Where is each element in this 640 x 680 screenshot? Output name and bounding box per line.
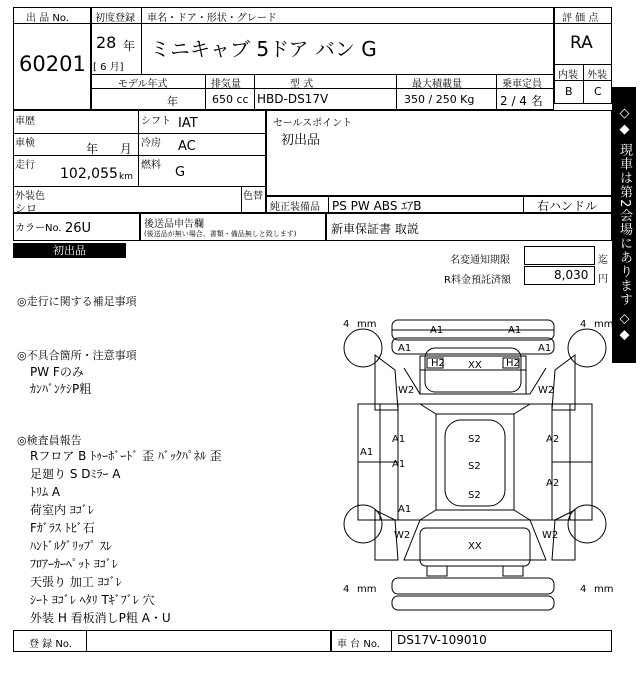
- fuel-value: G: [175, 165, 186, 180]
- inspection-value: 年 月: [86, 142, 132, 156]
- damage-mark: XX: [468, 541, 482, 552]
- damage-mark: A1: [392, 434, 406, 445]
- genuine-equipment-label: 純正装備品: [270, 202, 320, 213]
- damage-mark: A2: [546, 478, 560, 489]
- first-registration-label: 初度登録: [95, 13, 135, 24]
- car-name: ミニキャブ 5ドア バン G: [150, 37, 377, 61]
- mileage-label: 走行: [15, 160, 35, 171]
- mileage-value: 102,055: [60, 166, 118, 182]
- tire-depth-front-left: 4: [343, 319, 350, 330]
- score-value: RA: [570, 33, 593, 53]
- inspector-line: 足廻り S Dﾐﾗｰ A: [30, 467, 121, 481]
- name-change-deadline-label: 名変通知期限: [450, 255, 510, 266]
- tire-depth-front-left-unit: mm: [357, 319, 377, 330]
- registration-year: 28: [96, 33, 117, 52]
- max-load-value: 350 / 250 Kg: [404, 93, 475, 106]
- damage-mark: A1: [538, 343, 552, 354]
- shift-label: シフト: [141, 116, 171, 127]
- tire-depth-rear-right: 4: [580, 584, 587, 595]
- damage-mark: H2: [431, 358, 445, 369]
- damage-mark: S2: [468, 490, 481, 501]
- damage-mark: S2: [468, 461, 481, 472]
- registration-year-unit: 年: [123, 39, 136, 53]
- inspector-line: 外装 H 看板消しP粗 A・U: [30, 611, 171, 625]
- recycle-fee-value: 8,030: [554, 268, 589, 282]
- damage-mark: XX: [468, 360, 482, 371]
- inspector-line: Rフロア B ﾄｩｰﾎﾞｰﾄﾞ 歪 ﾊﾞｯｸﾊﾟﾈﾙ 歪: [30, 449, 222, 463]
- recycle-fee-label: R料金預託済額: [444, 275, 511, 286]
- damage-mark: A1: [508, 325, 522, 336]
- defect-line: PW Fのみ: [30, 365, 84, 379]
- damage-mark: A2: [546, 434, 560, 445]
- damage-mark: A1: [430, 325, 444, 336]
- details-box: [13, 110, 266, 213]
- inspector-line: ﾊﾝﾄﾞﾙｸﾞﾘｯﾌﾟ ｽﾚ: [30, 539, 112, 553]
- front-left-tire: [344, 329, 382, 367]
- defect-line: ｶﾝﾊﾞﾝｹｼP粗: [30, 382, 92, 396]
- name-change-deadline-box: [524, 246, 595, 265]
- ac-label: 冷房: [141, 138, 161, 149]
- displacement-value: 650 cc: [212, 93, 249, 106]
- damage-diagram: [337, 316, 613, 628]
- damage-mark: W2: [398, 385, 415, 396]
- damage-mark: A1: [360, 447, 374, 458]
- registration-no-label: 登 録 No.: [29, 639, 72, 650]
- fuel-label: 燃料: [141, 160, 161, 171]
- warranty-value: 新車保証書 取説: [331, 222, 419, 236]
- shift-value: IAT: [178, 116, 198, 131]
- max-load-label: 最大積載量: [412, 79, 462, 90]
- sales-point-value: 初出品: [281, 133, 321, 148]
- inspector-line: Fｶﾞﾗｽ ﾄﾋﾞ石: [30, 521, 95, 535]
- damage-mark: W2: [538, 385, 555, 396]
- exterior-grade: C: [594, 85, 602, 98]
- exterior-label: 外装: [587, 70, 607, 81]
- inspection-label: 車検: [15, 138, 35, 149]
- damage-mark: A1: [398, 504, 412, 515]
- exterior-color-value: シロ: [15, 202, 37, 215]
- damage-mark: W2: [542, 530, 559, 541]
- inspector-line: ｼｰﾄ ﾖｺﾞﾚ ﾍﾀﾘ Tｷﾞﾌﾞﾚ 穴: [30, 593, 155, 607]
- side-banner: ◇◆ 現車は第2会場にあります ◇◆: [612, 87, 636, 363]
- interior-grade: B: [565, 85, 573, 98]
- steering-side: 右ハンドル: [537, 199, 598, 213]
- inspector-line: ﾌﾛｱｰｶｰﾍﾟｯﾄ ﾖｺﾞﾚ: [30, 557, 118, 571]
- inspector-line: ﾄﾘﾑ A: [30, 485, 61, 499]
- inspector-line: 天張り 加工 ﾖｺﾞﾚ: [30, 575, 122, 589]
- registration-month: [ 6 月]: [93, 62, 124, 73]
- type-value: HBD-DS17V: [257, 92, 329, 106]
- equipment-value: PS PW ABS ｴｱB: [332, 199, 422, 213]
- history-label: 車歴: [15, 116, 35, 127]
- inspector-line: 荷室内 ﾖｺﾞﾚ: [30, 503, 94, 517]
- capacity-value: 2 / 4 名: [500, 94, 543, 108]
- lot-number-label: 出 品 No.: [26, 13, 69, 24]
- color-no-label: カラーNo.: [15, 223, 62, 234]
- tire-depth-rear-left-unit: mm: [357, 584, 377, 595]
- damage-mark: A1: [392, 459, 406, 470]
- capacity-label: 乗車定員: [502, 79, 542, 90]
- driving-notes-heading: ◎走行に関する補足事項: [17, 295, 137, 308]
- recycle-fee-unit: 円: [598, 274, 608, 285]
- defect-notes-heading: ◎不具合箇所・注意事項: [17, 349, 137, 362]
- tire-depth-front-right: 4: [580, 319, 587, 330]
- name-change-deadline-suffix: 迄: [598, 255, 608, 266]
- type-label: 型 式: [290, 79, 314, 90]
- mileage-unit: km: [119, 172, 133, 182]
- color-no-value: 26U: [65, 221, 92, 236]
- chassis-no-label: 車 台 No.: [337, 639, 380, 650]
- damage-mark: W2: [394, 530, 411, 541]
- tire-depth-front-right-unit: mm: [594, 319, 613, 330]
- lot-number: 60201: [19, 52, 86, 76]
- chassis-no-value: DS17V-109010: [397, 633, 487, 647]
- damage-mark: S2: [468, 434, 481, 445]
- model-year-label: モデル年式: [118, 79, 168, 90]
- model-year-value: 年: [167, 95, 178, 108]
- documents-note: (後送品が無い場合、書類・備品無しと致します): [144, 230, 297, 238]
- damage-mark: H2: [506, 358, 520, 369]
- interior-label: 内装: [558, 70, 578, 81]
- sales-point-label: セールスポイント: [273, 118, 353, 129]
- tire-depth-rear-left: 4: [343, 584, 350, 595]
- tire-depth-rear-right-unit: mm: [594, 584, 613, 595]
- ac-value: AC: [178, 139, 196, 154]
- score-label: 評 価 点: [562, 13, 599, 24]
- exterior-color-label: 外装色: [15, 191, 45, 202]
- inspector-report-heading: ◎検査員報告: [17, 434, 82, 447]
- color-change-label: 色替: [243, 191, 263, 202]
- front-right-tire: [568, 329, 606, 367]
- damage-mark: A1: [398, 343, 412, 354]
- displacement-label: 排気量: [211, 79, 241, 90]
- car-name-label: 車名・ドア・形状・グレード: [147, 13, 277, 24]
- documents-label: 後送品申告欄: [144, 219, 204, 230]
- first-listing-badge: 初出品: [13, 243, 126, 258]
